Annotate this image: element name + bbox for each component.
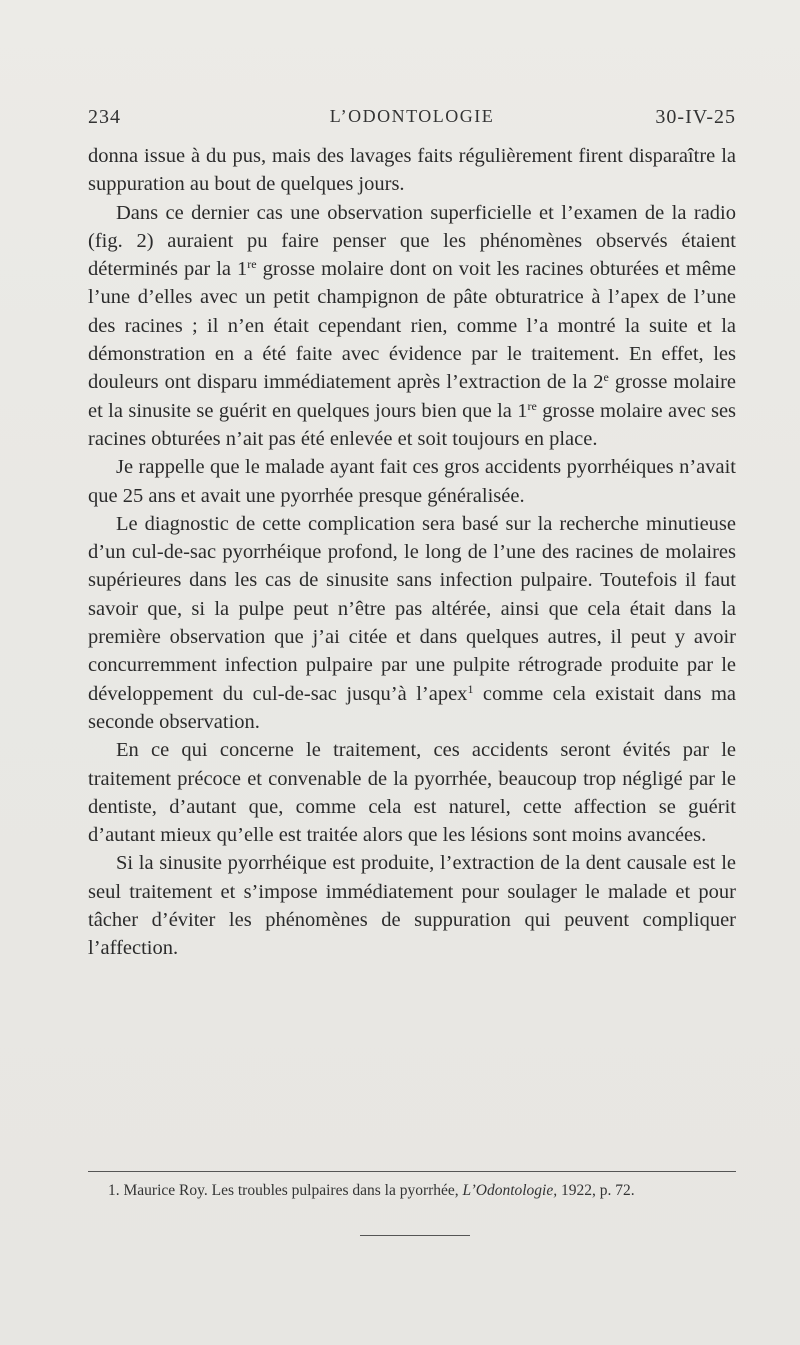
issue-date: 30-IV-25: [655, 106, 736, 128]
footnote-marker: 1.: [108, 1182, 120, 1199]
journal-title: L’ODONTOLOGIE: [329, 106, 495, 126]
paragraph-4: [88, 510, 736, 736]
end-rule: [360, 1235, 470, 1236]
paragraph-6: [88, 849, 736, 962]
paragraph-1: [88, 142, 736, 199]
paragraph-text: comme cela existait dans ma seconde observation.: [88, 682, 736, 733]
footnote-text: Maurice Roy. Les troubles pulpaires dans la pyorrhée,: [119, 1182, 463, 1199]
running-header: [88, 106, 736, 138]
paragraph-text: grosse molaire et la sinusite se guérit en quelques jours bien que la 1: [88, 371, 736, 422]
paragraph-text: Le diagnostic de cette complication sera basé sur la recherche minutieuse d’un cul-de-sac pyorrhéique profond, le long de l’une des racines de molaires supérieures dans les cas de sinusite sans infection pulpaire. Toutefois il faut savoir que, si la pulpe peut n’être pas altérée, ainsi que cela était dans la première observation que j’ai citée et dans quelques autres, il peut y avoir concurremment infection pulpaire par une pulpite rétrograde produite par le développement du cul-de-sac jusqu’à l’apex: [88, 512, 736, 705]
paragraph-text: grosse molaire dont on voit les racines obturées et même l’une d’elles avec un petit champignon de pâte obturatrice à l’apex de l’une des racines ; il n’en était cependant rien, comme l’a montré la suite et la démonstration en a été faite avec évidence par le traitement. En effet, les douleurs ont disparu immédiatement après l’extraction de la 2: [88, 258, 736, 394]
paragraph-text: donna issue à du pus, mais des lavages faits régulièrement firent disparaître la suppuration au bout de quelques jours.: [88, 145, 736, 196]
superscript: re: [527, 398, 537, 413]
footnote-line: [88, 1180, 736, 1202]
footnote: [88, 1180, 736, 1202]
footnote-journal: L’Odontologie,: [462, 1182, 558, 1199]
paragraph-text: grosse molaire avec ses racines obturées n’ait pas été enlevée et soit toujours en place.: [88, 399, 737, 450]
paragraph-text: En ce qui concerne le traitement, ces accidents seront évités par le traitement précoce et convenable de la pyorrhée, beaucoup trop négligé par le dentiste, d’autant que, comme cela est naturel, cette affection se guérit d’autant mieux qu’elle est traitée alors que les lésions sont moins avancées.: [88, 739, 736, 847]
paragraph-text: Si la sinusite pyorrhéique est produite, l’extraction de la dent causale est le seul traitement et s’impose immédiatement pour soulager le malade et pour tâcher d’éviter les phénomènes de suppuration qui peuvent compliquer l’affection.: [88, 852, 736, 960]
page-number: 234: [88, 106, 121, 128]
paragraph-5: [88, 736, 736, 849]
footnote-divider: [88, 1171, 736, 1172]
superscript: re: [247, 257, 257, 272]
paragraph-text: Dans ce dernier cas une observation superficielle et l’examen de la radio (fig. 2) auraient pu faire penser que les phénomènes observés étaient déterminés par la 1: [88, 201, 736, 281]
paragraph-text: Je rappelle que le malade ayant fait ces gros accidents pyorrhéiques n’avait que 25 ans et avait une pyorrhée presque généralisée.: [88, 456, 736, 507]
paragraph-3: [88, 453, 736, 510]
paragraph-2: [88, 199, 736, 454]
footnote-reference[interactable]: 1: [467, 681, 474, 696]
article-body: [88, 142, 736, 963]
superscript: e: [603, 370, 609, 385]
footnote-text: 1922, p. 72.: [557, 1182, 635, 1199]
